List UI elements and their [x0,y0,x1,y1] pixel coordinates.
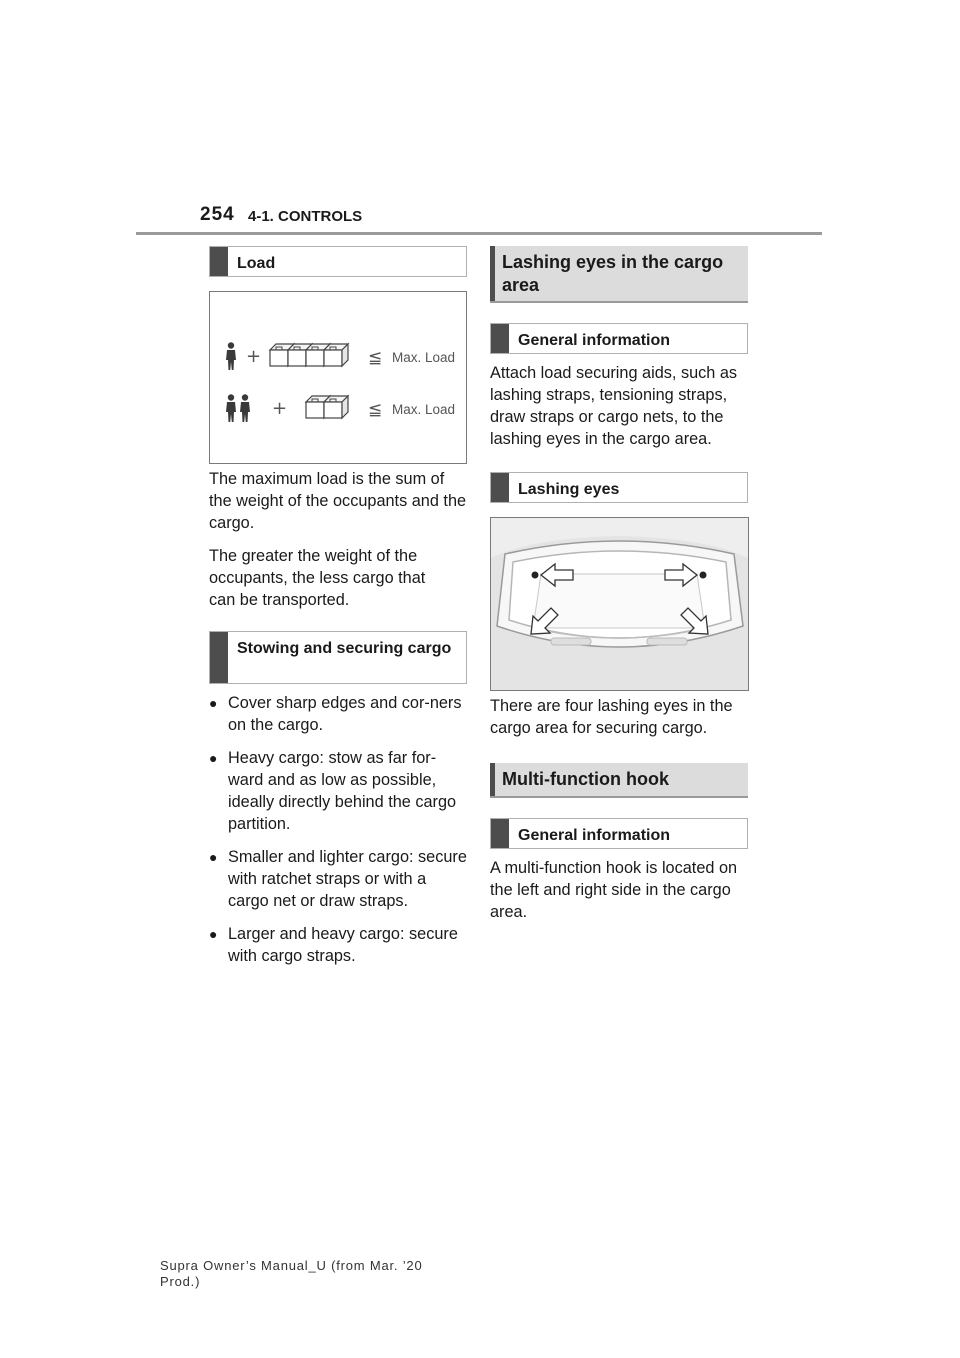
list-item: ● Smaller and lighter cargo: secure with ratchet straps or with a cargo net or draw straps. [209,846,467,912]
footer-line-1: Supra Owner’s Manual_U (from Mar. ’20 [160,1258,423,1273]
stowing-heading-text: Stowing and securing cargo [237,640,452,657]
footer-line-2: Prod.) [160,1274,201,1289]
lashing-main-heading-text: Lashing eyes in the cargo area [502,252,724,295]
load-figure [209,291,467,464]
stowing-list [209,692,467,967]
lashing-eye-dot [700,572,707,579]
max-load-label: Max. Load [392,402,456,417]
general-info-heading [490,323,748,354]
lashing-paragraph-2: There are four lashing eyes in the cargo area for securing cargo. [490,697,733,737]
header-rule [136,232,822,235]
leq-symbol: ≦ [368,400,383,420]
multi-function-main-heading-text: Multi-function hook [502,769,669,789]
lashing-eyes-heading-text: Lashing eyes [518,481,620,498]
multi-function-main-heading [490,763,748,798]
lashing-main-heading [490,246,748,303]
person-icon [240,394,250,422]
person-icon [226,394,236,422]
list-item: ● Heavy cargo: stow as far for-ward and as low as possible, ideally directly behind the cargo partition. [209,747,467,835]
load-diagram [210,292,466,463]
suitcase-icon [324,344,348,366]
person-icon [226,342,236,370]
lashing-paragraph-1: Attach load securing aids, such as lashing straps, tensioning straps, draw straps or cargo nets, to the lashing eyes in the cargo area. [490,364,738,448]
list-item: ● Larger and heavy cargo: secure with cargo straps. [209,923,467,967]
lashing-eyes-figure [490,517,749,691]
max-load-label: Max. Load [392,350,456,365]
stowing-heading [209,631,467,684]
suitcase-icon [324,396,348,418]
plus-sign: + [246,346,262,367]
cargo-area-illustration [491,518,748,690]
chapter-title: 4-1. CONTROLS [248,208,363,225]
load-heading-text: Load [237,255,276,272]
plus-sign: + [272,398,288,419]
load-paragraph-2: The greater the weight of the occupants, the less cargo that can be transported. [209,547,426,609]
lashing-eye-dot [532,572,539,579]
page-number: 254 [200,204,235,225]
general-info-heading-text: General information [518,827,671,844]
footer [160,1258,423,1290]
right-column [490,246,748,923]
load-paragraph-1: The maximum load is the sum of the weight of the occupants and the cargo. [209,470,467,532]
multi-function-paragraph: A multi-function hook is located on the left and right side in the cargo area. [490,859,738,921]
lashing-eyes-heading [490,472,748,503]
list-item: ● Cover sharp edges and cor-ners on the cargo. [209,692,467,736]
general-info-heading-text: General information [518,332,671,349]
left-column [209,246,467,978]
load-heading [209,246,467,277]
general-info-heading [490,818,748,849]
leq-symbol: ≦ [368,348,383,368]
